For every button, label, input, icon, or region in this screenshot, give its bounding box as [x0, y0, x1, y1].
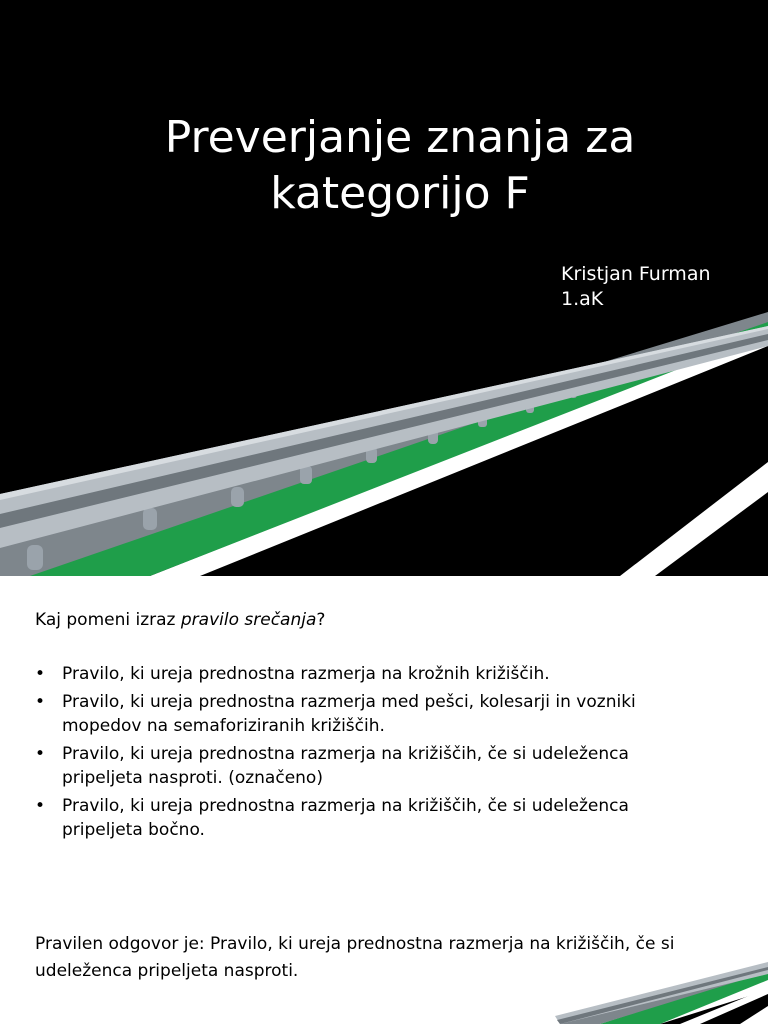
option-item-1: • Pravilo, ki ureja prednostna razmerja na krožnih križiščih.	[35, 664, 550, 684]
option-item-2: • Pravilo, ki ureja prednostna razmerja med pešci, kolesarji in vozniki mopedov na semaforiziranih križiščih.	[35, 692, 636, 736]
bullet-icon: •	[35, 664, 46, 684]
bullet-icon: •	[35, 796, 46, 816]
author-block	[561, 262, 711, 312]
correct-answer-text: Pravilen odgovor je: Pravilo, ki ureja prednostna razmerja na križiščih, če si udeleženca pripeljeta nasproti.	[35, 934, 675, 981]
author-class: 1.aK	[561, 288, 604, 310]
title-line-2: kategorijo F	[270, 168, 530, 219]
answer-options-list	[35, 662, 695, 846]
author-name: Kristjan Furman	[561, 263, 711, 285]
question-slide	[0, 576, 768, 1024]
title-line-1: Preverjanje znanja za	[164, 112, 636, 163]
slide-title	[100, 110, 700, 222]
guardrail-beam	[0, 326, 768, 548]
question-text: Kaj pomeni izraz pravilo srečanja?	[35, 610, 326, 630]
option-item-4: • Pravilo, ki ureja prednostna razmerja na križiščih, če si udeleženca pripeljeta bočno.	[35, 796, 629, 840]
lane-marking	[620, 462, 768, 576]
question-term: pravilo srečanja	[180, 610, 317, 630]
bullet-icon: •	[35, 692, 46, 712]
option-item-3: • Pravilo, ki ureja prednostna razmerja na križiščih, če si udeleženca pripeljeta nasproti. (označeno)	[35, 744, 629, 788]
bullet-icon: •	[35, 744, 46, 764]
